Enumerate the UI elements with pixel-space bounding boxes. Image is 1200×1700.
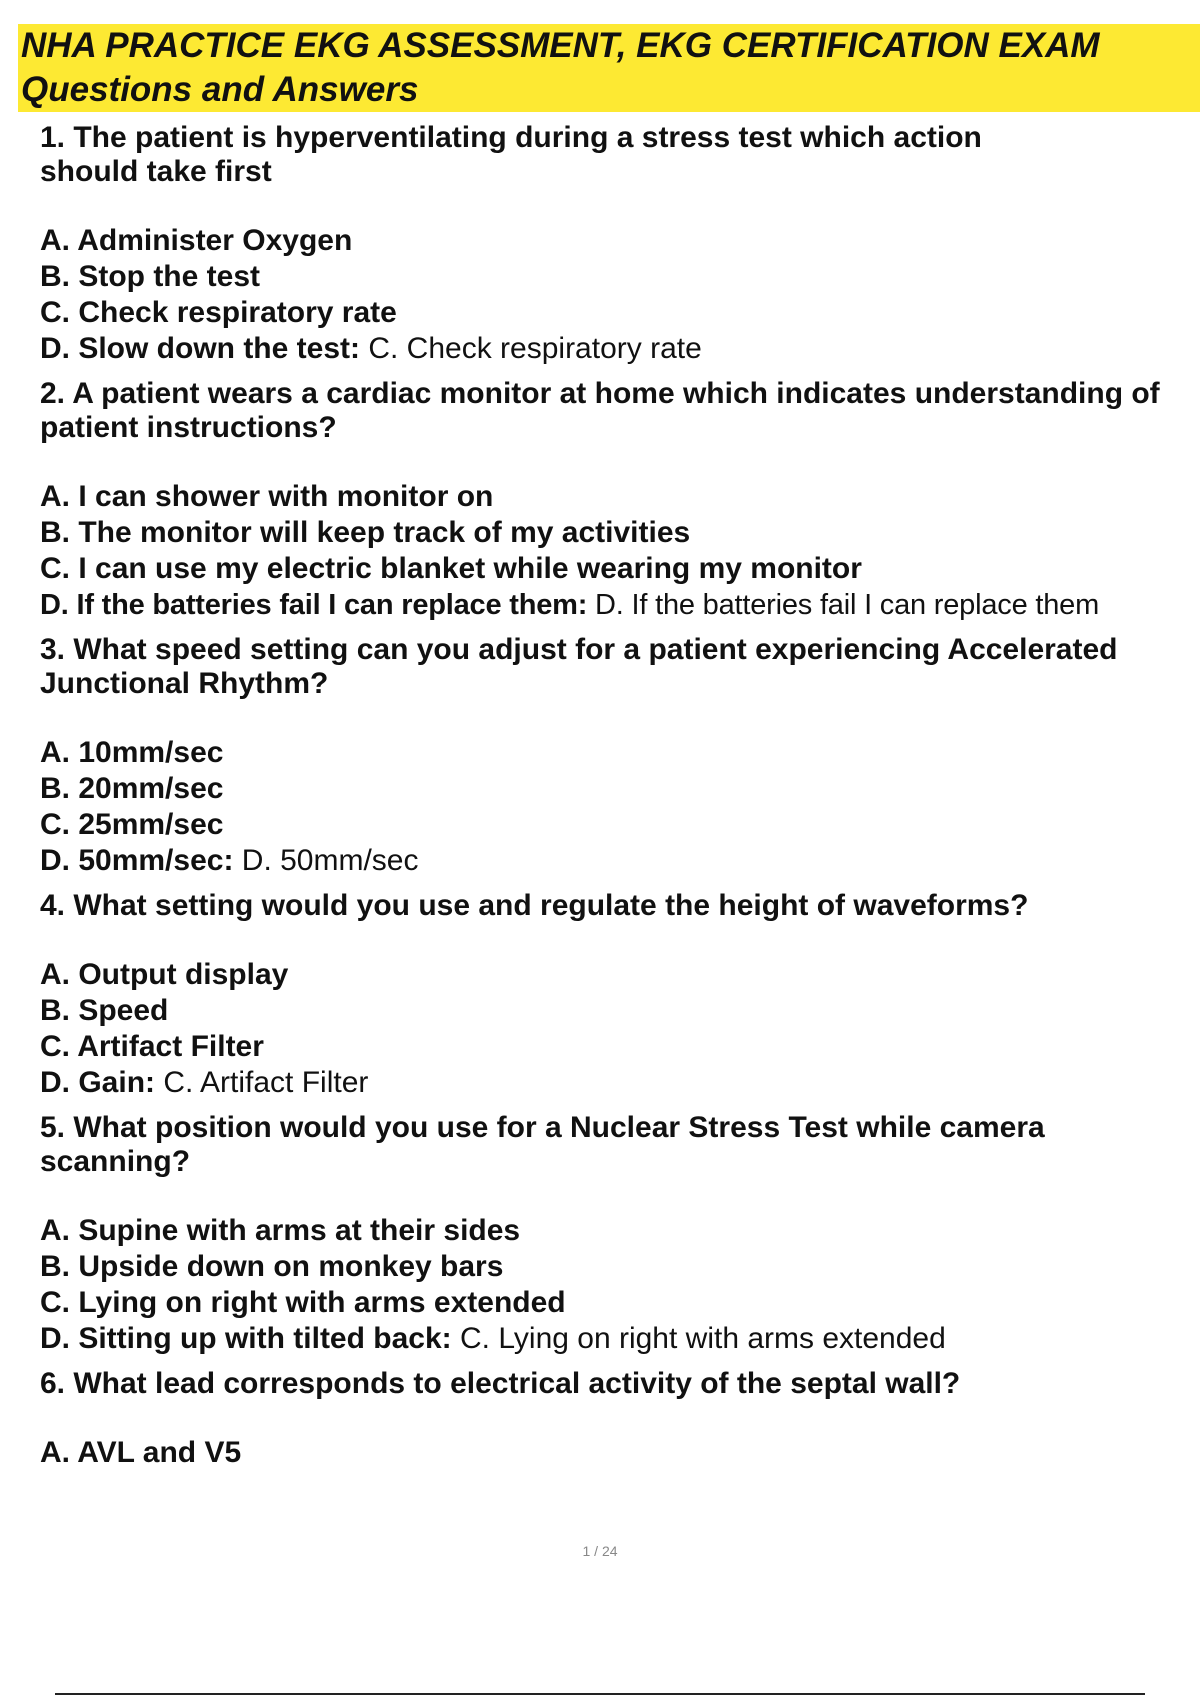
question-5-answer: C. Lying on right with arms extended bbox=[451, 1322, 946, 1355]
question-4-option-d-label: D. Gain: bbox=[40, 1066, 156, 1099]
question-5-option-d-label: D. Sitting up with tilted back: bbox=[40, 1322, 452, 1355]
question-1-option-d bbox=[40, 331, 1200, 367]
question-1-option-a: A. Administer Oxygen bbox=[40, 224, 353, 257]
page-indicator: 1 / 24 bbox=[582, 1543, 618, 1559]
question-3-option-b: B. 20mm/sec bbox=[40, 772, 224, 805]
question-6 bbox=[40, 1367, 1200, 1471]
question-5-options bbox=[40, 1213, 1200, 1357]
question-4-option-b: B. Speed bbox=[40, 994, 169, 1027]
document-subtitle: Questions and Answers bbox=[21, 70, 419, 109]
question-6-text: 6. What lead corresponds to electrical activity of the septal wall? bbox=[40, 1367, 961, 1400]
question-2-option-d-label: D. If the batteries fail I can replace them: bbox=[40, 589, 588, 621]
question-3-answer: D. 50mm/sec bbox=[233, 844, 419, 877]
question-1-options bbox=[40, 223, 1200, 367]
question-3-options bbox=[40, 735, 1200, 879]
question-4-answer: C. Artifact Filter bbox=[155, 1066, 369, 1099]
question-2-option-d bbox=[40, 587, 1200, 623]
question-4 bbox=[40, 889, 1200, 1101]
question-4-options bbox=[40, 957, 1200, 1101]
question-3 bbox=[40, 633, 1200, 879]
question-5 bbox=[40, 1111, 1200, 1357]
question-2-option-b: B. The monitor will keep track of my activities bbox=[40, 516, 691, 549]
question-6-option-a: A. AVL and V5 bbox=[40, 1436, 242, 1469]
question-1-option-b: B. Stop the test bbox=[40, 260, 261, 293]
document-title: NHA PRACTICE EKG ASSESSMENT, EKG CERTIFICATION EXAM bbox=[21, 26, 1100, 65]
question-1-text: 1. The patient is hyperventilating during a stress test which action should take first bbox=[40, 121, 982, 188]
question-3-option-d bbox=[40, 843, 1200, 879]
question-1 bbox=[40, 121, 1200, 367]
question-2-option-c: C. I can use my electric blanket while wearing my monitor bbox=[40, 552, 862, 585]
question-5-option-c: C. Lying on right with arms extended bbox=[40, 1286, 566, 1319]
question-5-option-d bbox=[40, 1321, 1200, 1357]
question-5-option-b: B. Upside down on monkey bars bbox=[40, 1250, 504, 1283]
question-4-option-c: C. Artifact Filter bbox=[40, 1030, 264, 1063]
question-4-option-d bbox=[40, 1065, 1200, 1101]
question-5-text: 5. What position would you use for a Nuclear Stress Test while camera scanning? bbox=[40, 1111, 1045, 1178]
question-2-text: 2. A patient wears a cardiac monitor at home which indicates understanding of patient instructions? bbox=[40, 377, 1160, 444]
question-1-option-d-label: D. Slow down the test: bbox=[40, 332, 360, 365]
question-2-option-a: A. I can shower with monitor on bbox=[40, 480, 494, 513]
question-4-option-a: A. Output display bbox=[40, 958, 289, 991]
question-3-option-c: C. 25mm/sec bbox=[40, 808, 224, 841]
question-list bbox=[40, 121, 1200, 1471]
question-6-options bbox=[40, 1435, 1200, 1471]
question-2-options bbox=[40, 479, 1200, 623]
question-3-option-a: A. 10mm/sec bbox=[40, 736, 224, 769]
question-4-text: 4. What setting would you use and regulate the height of waveforms? bbox=[40, 889, 1029, 922]
question-5-option-a: A. Supine with arms at their sides bbox=[40, 1214, 521, 1247]
question-1-option-c: C. Check respiratory rate bbox=[40, 296, 397, 329]
question-3-text: 3. What speed setting can you adjust for a patient experiencing Accelerated Junctional Rhythm? bbox=[40, 633, 1118, 700]
question-2-answer: D. If the batteries fail I can replace them bbox=[587, 589, 1100, 621]
question-2 bbox=[40, 377, 1200, 623]
question-1-answer: C. Check respiratory rate bbox=[360, 332, 702, 365]
question-3-option-d-label: D. 50mm/sec: bbox=[40, 844, 234, 877]
footer-divider bbox=[55, 1693, 1145, 1695]
